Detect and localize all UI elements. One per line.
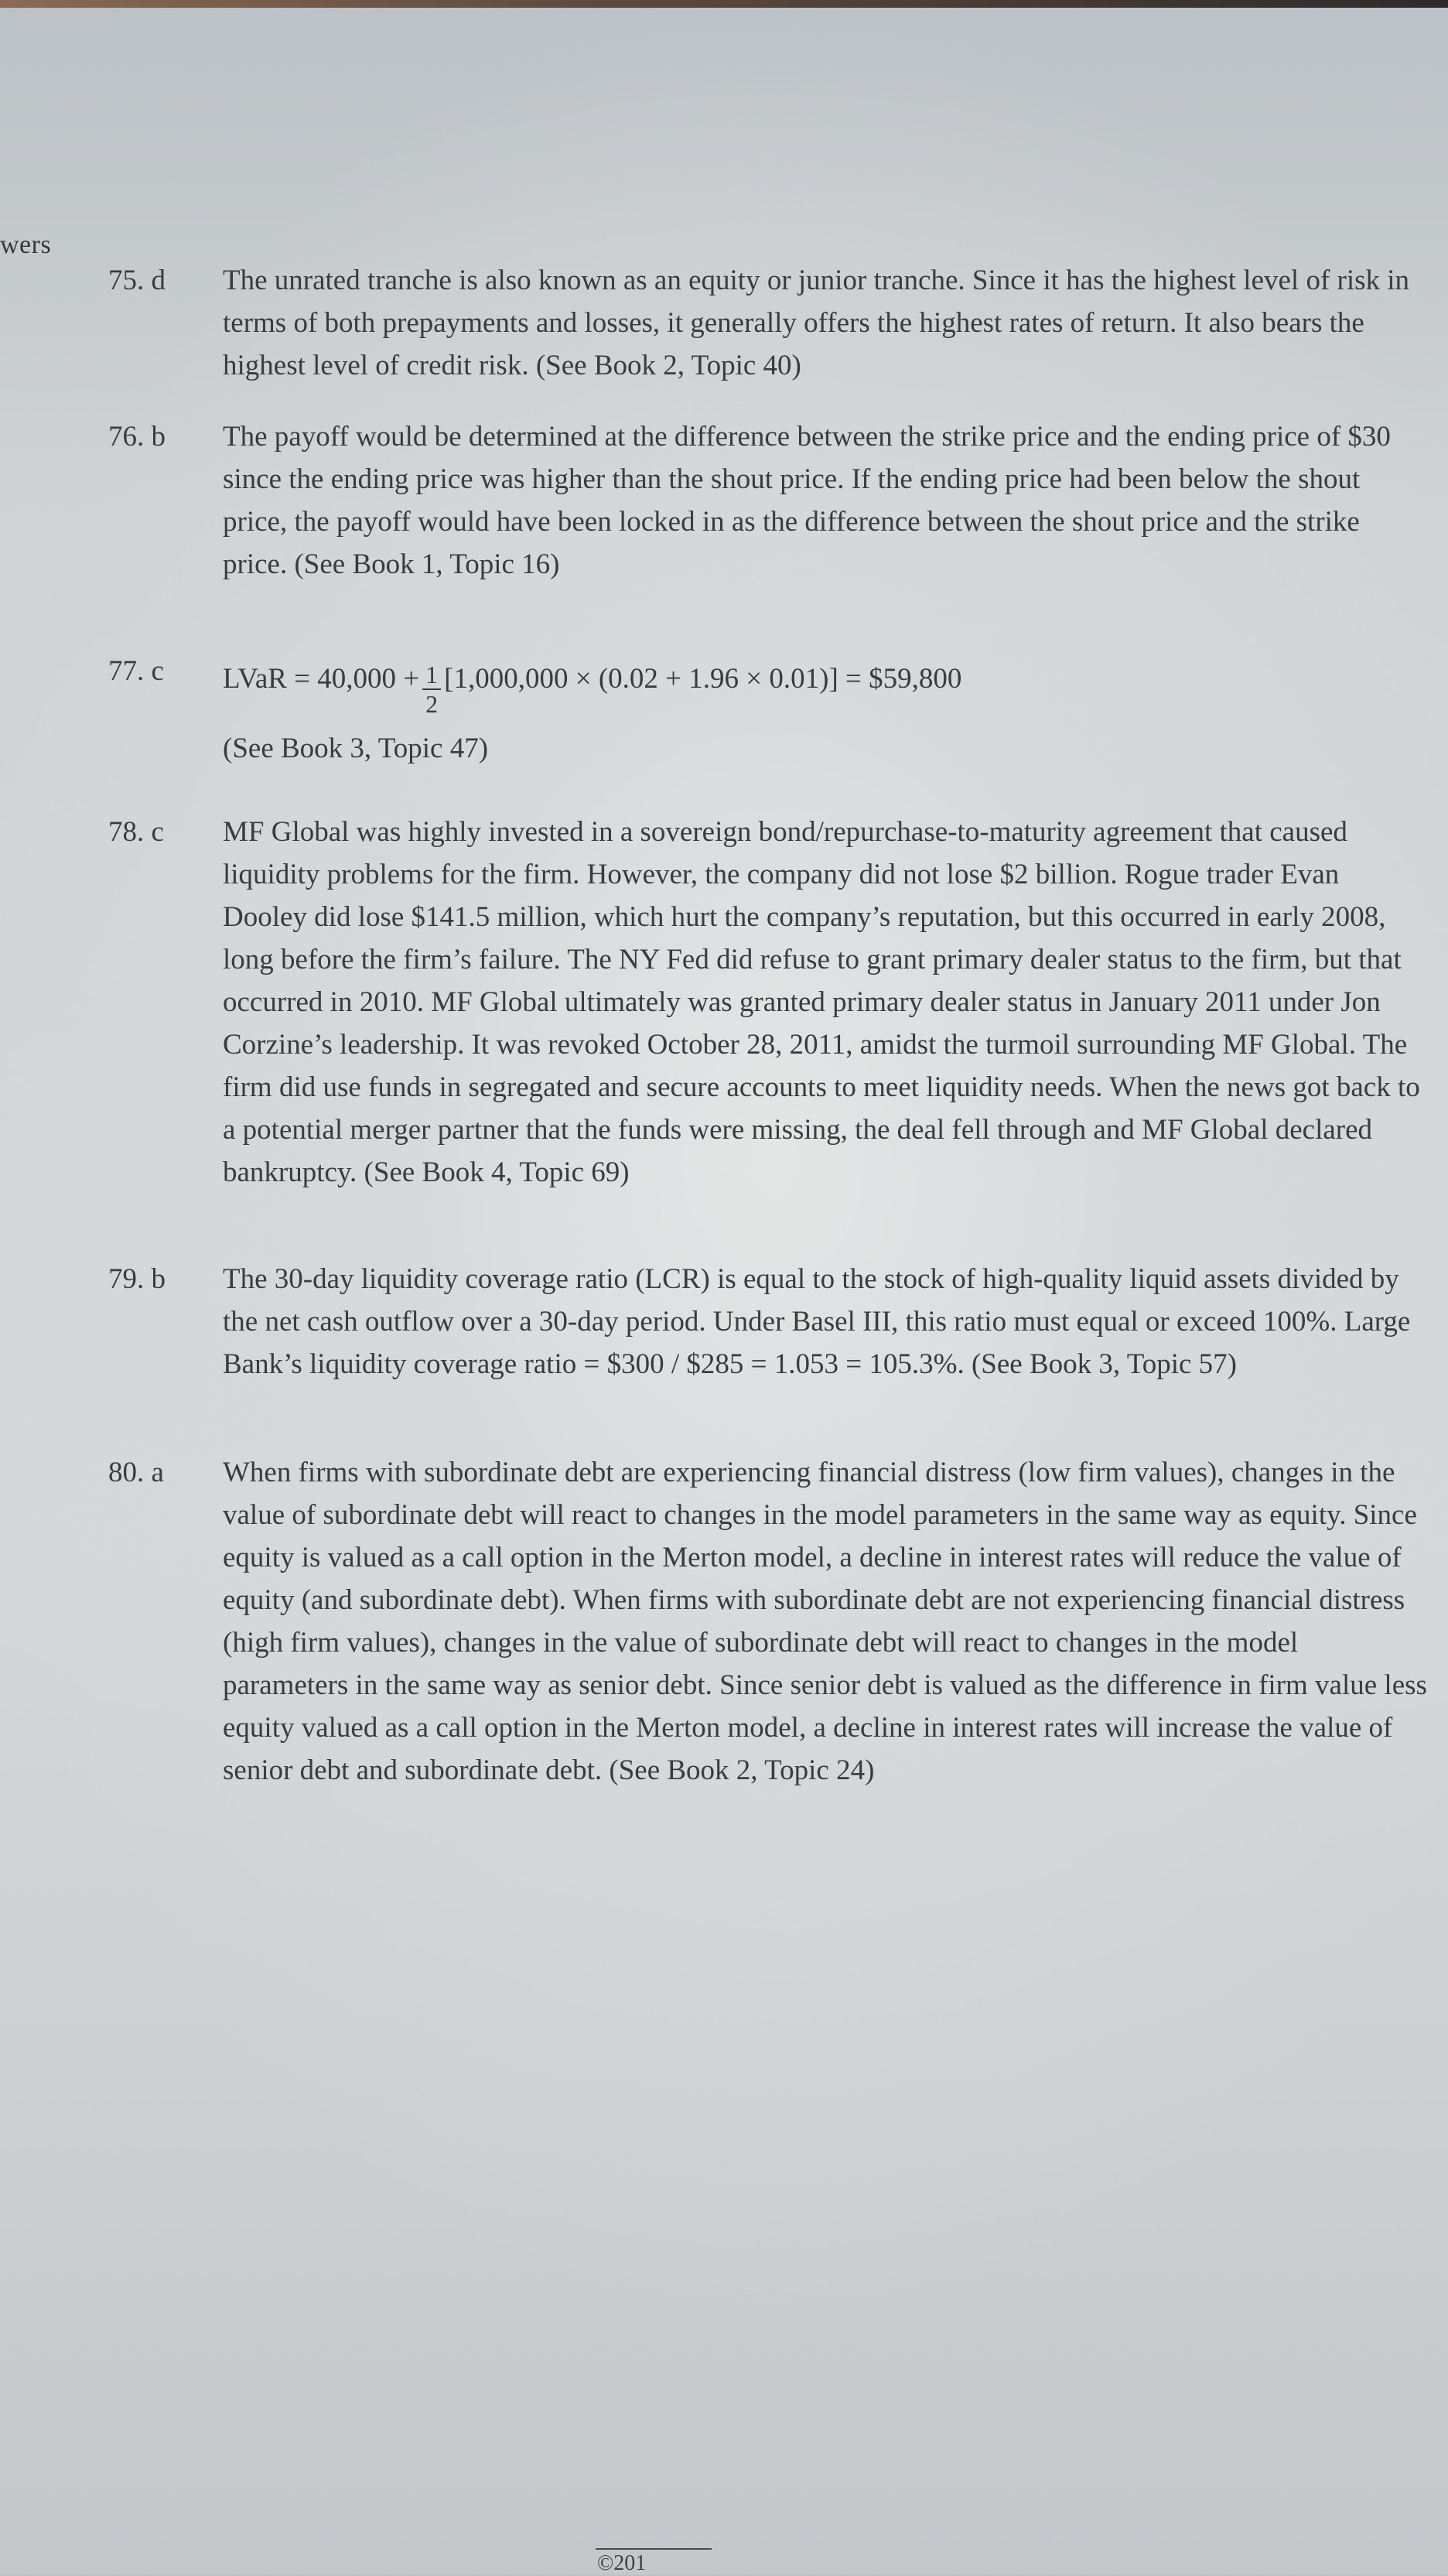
answer-explanation: MF Global was highly invested in a sovereign bond/repurchase-to-maturity agreement that caused liquidity problems for the firm. However, the company did not lose $2 billion. Rogue trader Evan Dooley did lose $141.5 million, which hurt the company’s reputation, but this occurred in early 2008, long before the firm’s failure. The NY Fed did refuse to grant primary dealer status to the firm, but that occurred in 2010. MF Global ultimately was granted primary dealer status in January 2011 under Jon Corzine’s leadership. It was revoked October 28, 2011, amidst the turmoil surrounding MF Global. The firm did use funds in segregated and secure accounts to meet liquidity needs. When the news got back to a potential merger partner that the funds were missing, the deal fell through and MF Global declared bankruptcy. (See Book 4, Topic 69) xyxy=(223,816,1420,1188)
answer-explanation: The payoff would be determined at the difference between the strike price and the ending price of $30 since the ending price was higher than the shout price. If the ending price had been below the shout price, the payoff would have been locked in as the difference between the shout price and the strike price. (See Book 1, Topic 16) xyxy=(223,421,1391,580)
answer-label: 79. b xyxy=(108,1263,166,1295)
answer-label: 78. c xyxy=(108,816,164,848)
footer-rule xyxy=(596,2548,712,2550)
formula-fraction xyxy=(422,661,441,718)
answer-label: 80. a xyxy=(108,1457,164,1488)
fraction-numerator: 1 xyxy=(422,661,441,690)
answer-reference: (See Book 3, Topic 47) xyxy=(223,733,489,764)
answer-explanation: The unrated tranche is also known as an equity or junior tranche. Since it has the highest level of risk in terms of both prepayments and losses, it generally offers the highest rates of return. It also bears the highest level of credit risk. (See Book 2, Topic 40) xyxy=(223,265,1410,381)
formula-right: [1,000,000 × (0.02 + 1.96 × 0.01)] = $59,800 xyxy=(444,662,962,695)
answer-label: 75. d xyxy=(108,265,166,296)
answer-label: 76. b xyxy=(108,421,166,453)
answer-explanation: When firms with subordinate debt are experiencing financial distress (low firm values), changes in the value of subordinate debt will react to changes in the model parameters in the same way as equity. Since equity is valued as a call option in the Merton model, a decline in interest rates will reduce the value of equity (and subordinate debt). When firms with subordinate debt are not experiencing financial distress (high firm values), changes in the value of subordinate debt will react to changes in the model parameters in the same way as senior debt. Since senior debt is valued as the difference in firm value less equity valued as a call option in the Merton model, a decline in interest rates will increase the value of senior debt and subordinate debt. (See Book 2, Topic 24) xyxy=(223,1457,1427,1786)
lvar-formula xyxy=(223,650,962,718)
page-top-edge xyxy=(0,0,1448,8)
copyright-fragment: ©201 xyxy=(597,2551,647,2575)
running-head: wers xyxy=(0,231,52,259)
formula-left: LVaR = 40,000 + xyxy=(223,662,420,695)
answer-explanation: The 30-day liquidity coverage ratio (LCR) is equal to the stock of high-quality liquid assets divided by the net cash outflow over a 30-day period. Under Basel III, this ratio must equal or exceed 100%. Large Bank’s liquidity coverage ratio = $300 / $285 = 1.053 = 105.3%. (See Book 3, Topic 57) xyxy=(223,1263,1411,1380)
fraction-denominator: 2 xyxy=(425,690,439,718)
answer-label: 77. c xyxy=(108,655,164,687)
